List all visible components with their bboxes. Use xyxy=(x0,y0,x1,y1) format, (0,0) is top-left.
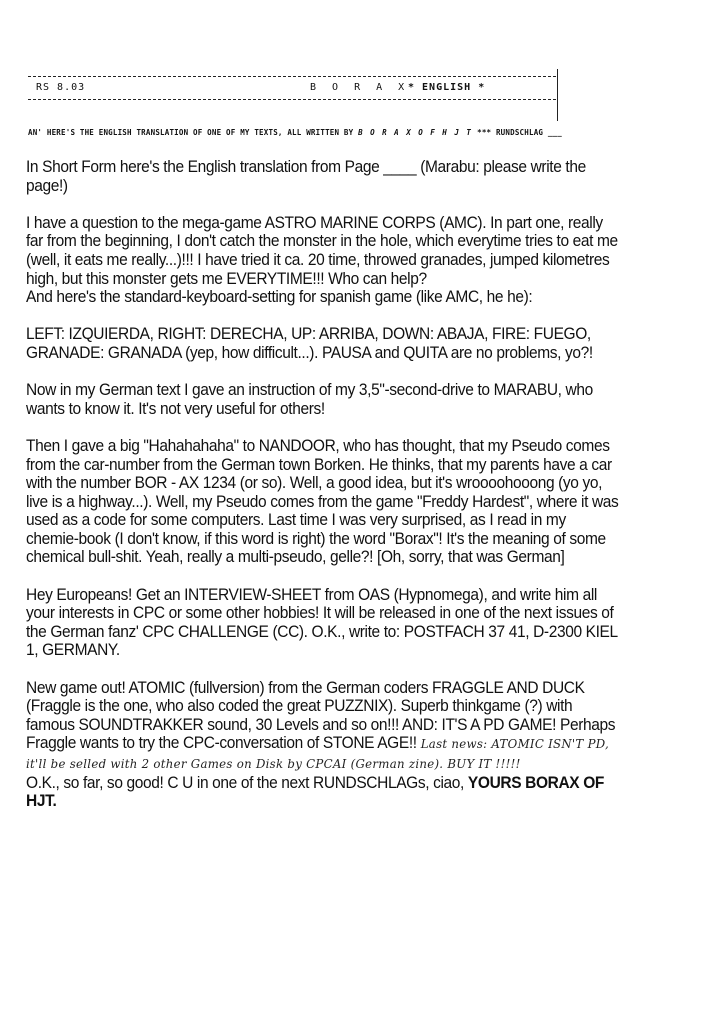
paragraph-text: New game out! ATOMIC (fullversion) from the German coders FRAGGLE AND DUCK (Fraggle is the one, who also coded the great PUZZNIX). Superb thinkgame (?) with famous SOUNDTRAKKER sound, 30 Levels and so on!!! AND: IT'S A PD GAME! Perhaps Fraggle wants to try the CPC-conversation of STONE AGE!! xyxy=(26,678,620,753)
paragraph-interview xyxy=(26,586,620,660)
header-title: B O R A X xyxy=(310,82,410,93)
header-language: * ENGLISH * xyxy=(408,82,486,93)
header-divider xyxy=(557,69,558,121)
paragraph-atomic xyxy=(26,679,620,811)
paragraph-text: LEFT: IZQUIERDA, RIGHT: DERECHA, UP: ARRIBA, DOWN: ABAJA, FIRE: FUEGO, GRANADE: GRANADA (yep, how difficult...). PAUSA and QUITA are no problems, yo?! xyxy=(26,325,595,362)
paragraph-text: Then I gave a big "Hahahahaha" to NANDOOR, who has thought, that my Pseudo comes from the car-number from the German town Borken. He thinks, that my parents have a car with the number BOR - AX 1234 (or so). Well, a good idea, but it's wroooohooong (yo yo, live is a highway...). Well, my Pseudo comes from the game "Freddy Hardest", where it was used as a code for some computers. Last time I was very surprised, as I read in my chemie-book (I don't know, if this word is right) the word "Borax"! It's the meaning of some chemical bull-shit. Yeah, really a multi-pseudo, gelle?! [Oh, sorry, that was German] xyxy=(26,436,623,567)
closing-text: O.K., so far, so good! C U in one of the next RUNDSCHLAGs, ciao, xyxy=(26,773,464,792)
paragraph-text: Hey Europeans! Get an INTERVIEW-SHEET from OAS (Hypnomega), and write him all your interests in CPC or some other hobbies! It will be released in one of the next issues of the German fanz' CPC CHALLENGE (CC). O.K., write to: POSTFACH 37 41, D-2300 KIEL 1, GERMANY. xyxy=(26,585,622,660)
paragraph-pseudo xyxy=(26,436,623,567)
paragraph-text: Now in my German text I gave an instruction of my 3,5"-second-drive to MARABU, who wants to know it. It's not very useful for others! xyxy=(26,381,597,418)
signature: YOURS BORAX OF HJT. xyxy=(26,773,608,811)
paragraph-keyboard xyxy=(26,325,620,362)
header-issue: RS 8.03 xyxy=(36,82,86,93)
intro-text: AN' HERE'S THE ENGLISH TRANSLATION OF ONE OF MY TEXTS, ALL WRITTEN BY xyxy=(28,128,354,137)
intro-author: B O R A X O F H J T xyxy=(358,128,473,137)
article-body xyxy=(26,158,623,829)
paragraph-amc-question xyxy=(26,214,620,307)
intro-rundschlag: *** RUNDSCHLAG ___ xyxy=(477,128,562,137)
paragraph-drive xyxy=(26,381,620,418)
paragraph-text: I have a question to the mega-game ASTRO MARINE CORPS (AMC). In part one, really far from the beginning, I don't catch the monster in the hole, which everytime tries to eat me (well, it eats me really...)!!! I have tried it ca. 20 time, throwed granades, jumped kilometres high, but this monster gets me EVERYTIME!!! Who can help? And here's the standard-keyboard-setting for spanish game (like AMC, he he): xyxy=(26,213,618,307)
paragraph-intro xyxy=(26,158,620,195)
paragraph-text: In Short Form here's the English translation from Page ____ (Marabu: please write the page!) xyxy=(26,158,590,195)
intro-line xyxy=(28,128,688,137)
handwritten-note: Last news: ATOMIC ISN'T PD, it'll be selled with 2 other Games on Disk by CPCAI (German zine). BUY IT !!!!! xyxy=(26,736,614,771)
page-header xyxy=(28,76,556,100)
